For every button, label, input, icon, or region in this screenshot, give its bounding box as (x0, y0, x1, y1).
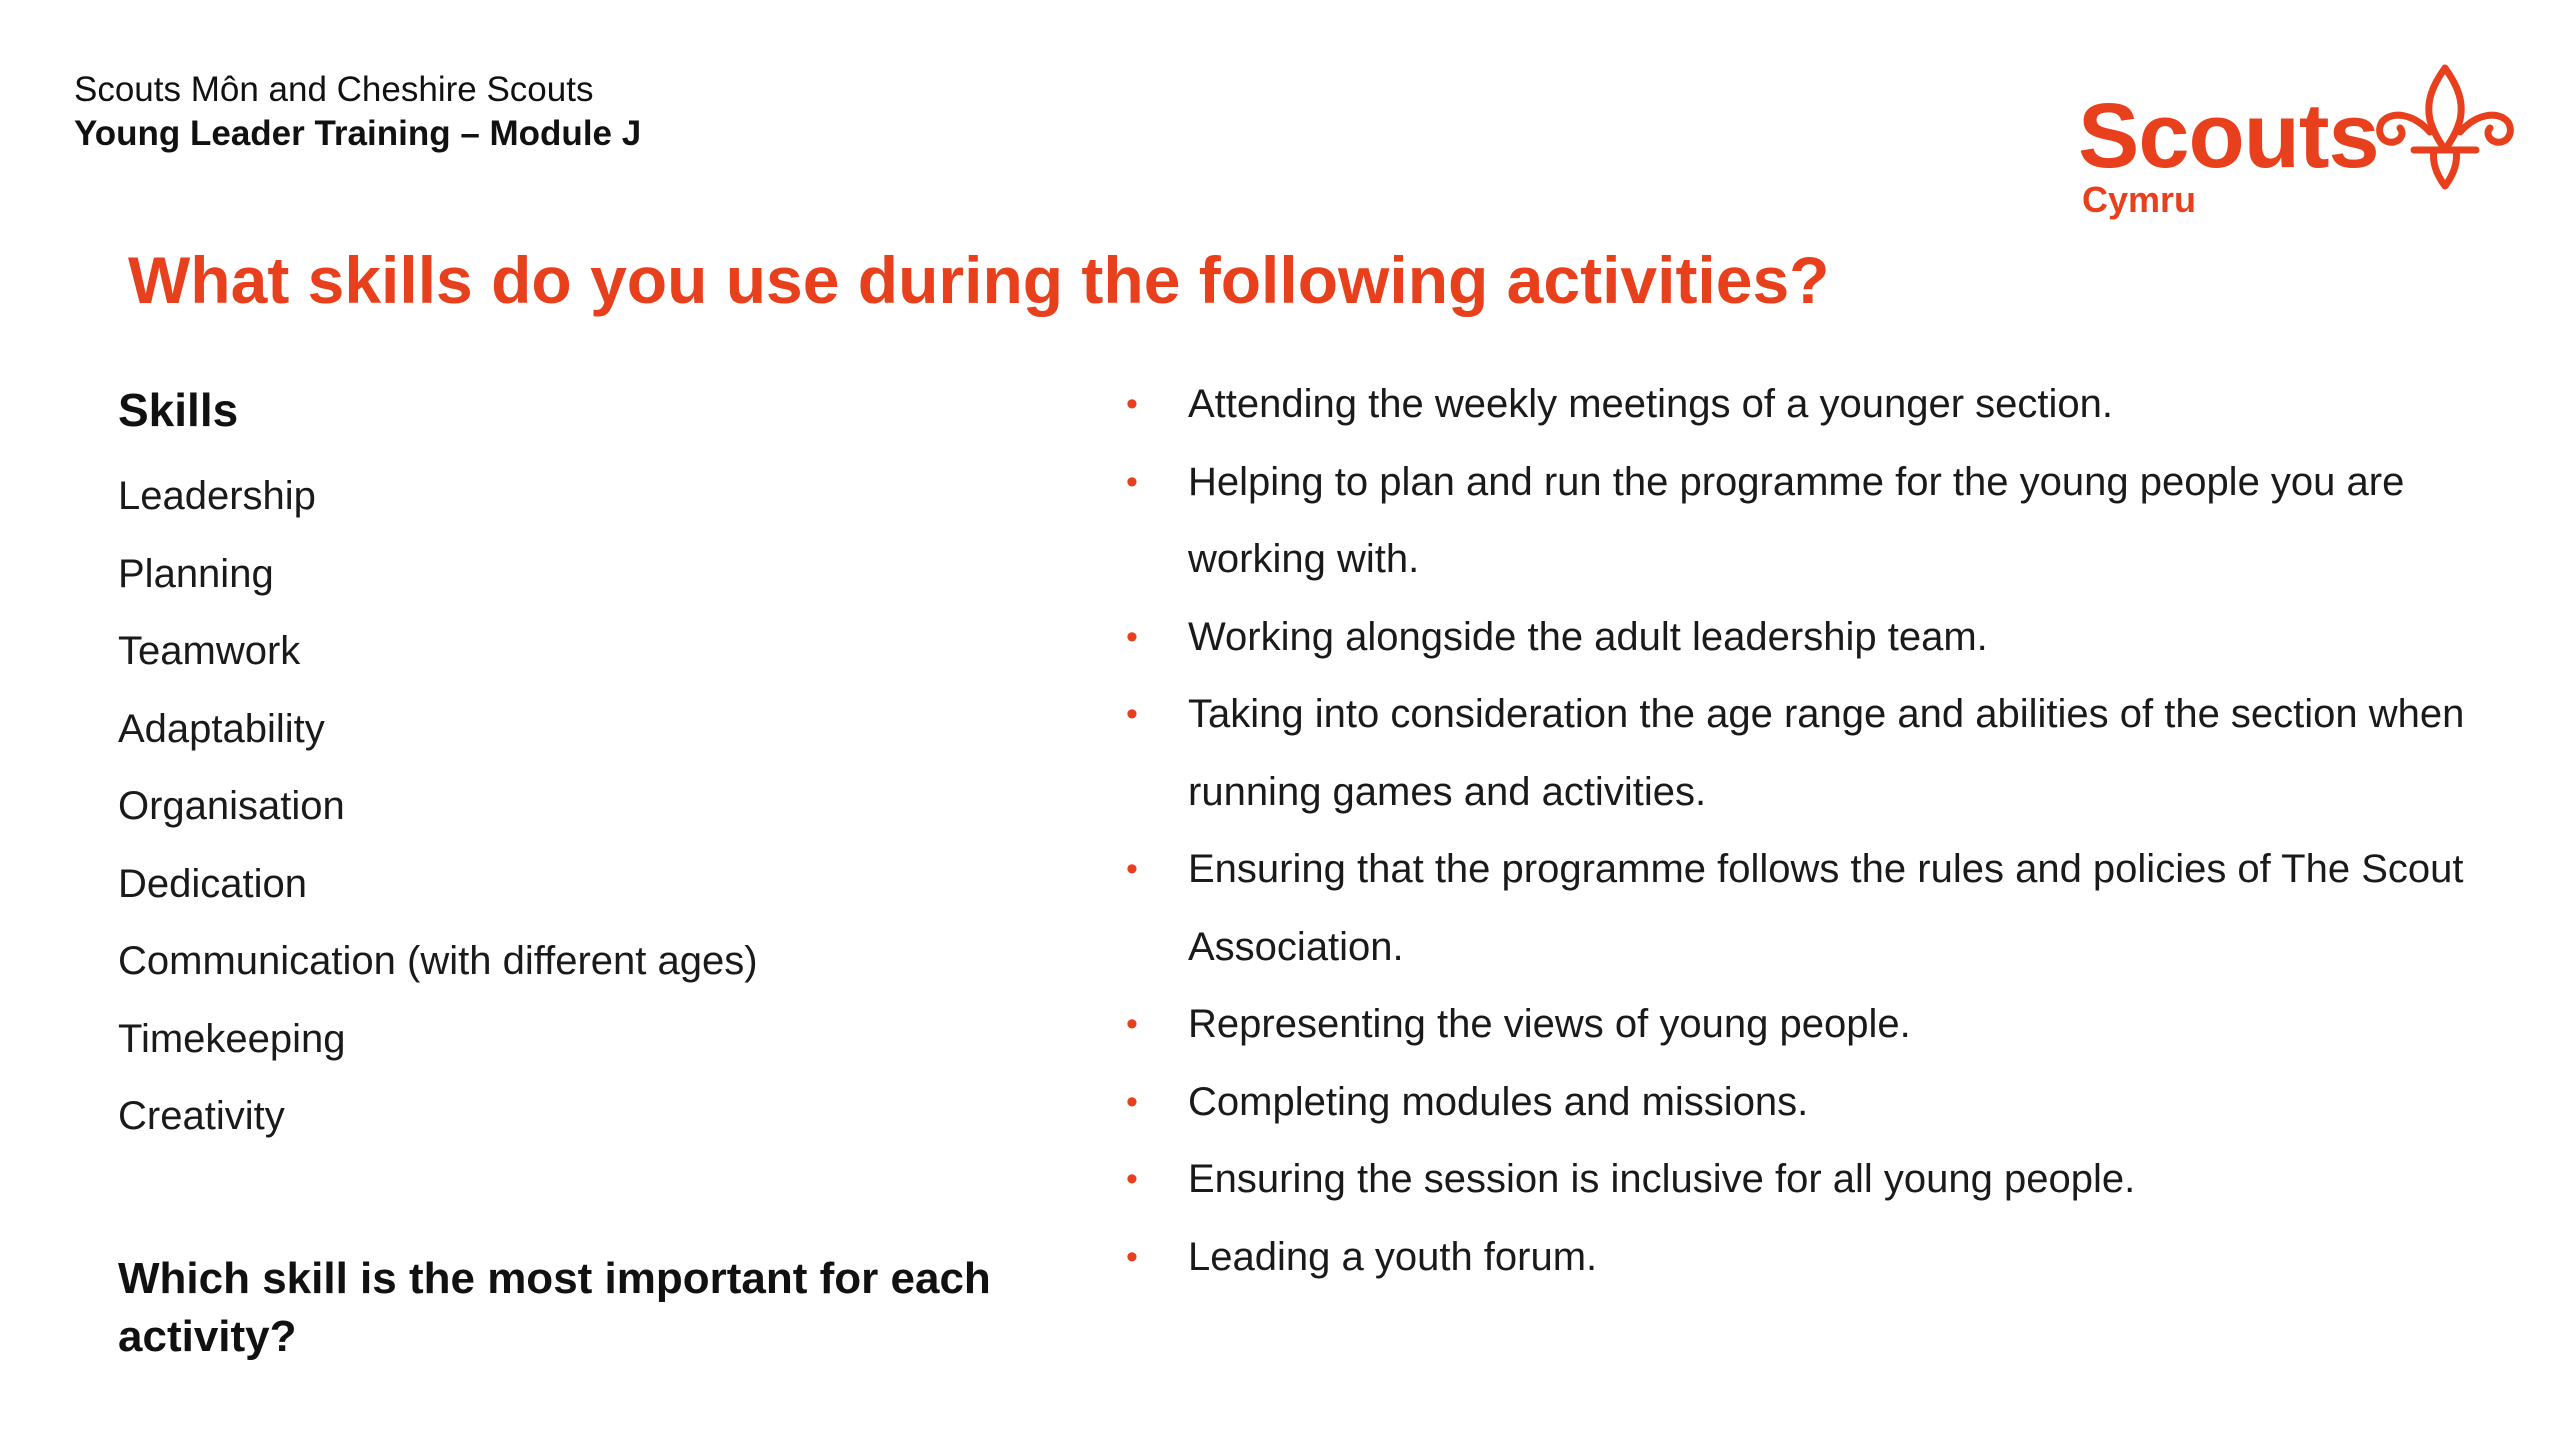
activity-item (1124, 1219, 2524, 1297)
slide-title: What skills do you use during the following activities? (128, 243, 1830, 317)
bullet-icon: • (1126, 1082, 1138, 1121)
activity-item (1124, 366, 2524, 444)
activities-list (1124, 366, 2524, 1296)
organisation-name: Scouts Môn and Cheshire Scouts (74, 70, 594, 109)
activity-text: Helping to plan and run the programme for the young people you are working with. (1188, 459, 2405, 581)
activity-item (1124, 444, 2524, 599)
activity-item (1124, 1141, 2524, 1219)
bullet-icon: • (1126, 850, 1138, 888)
activity-item (1124, 676, 2524, 831)
bullet-icon: • (1126, 1005, 1138, 1043)
skill-item: Communication (with different ages) (118, 939, 758, 983)
closing-question: Which skill is the most important for each activity? (118, 1254, 991, 1361)
bullet-icon: • (1126, 617, 1138, 656)
activity-text: Representing the views of young people. (1188, 1002, 1911, 1046)
activity-text: Ensuring the session is inclusive for all young people. (1188, 1157, 2136, 1201)
activity-text: Leading a youth forum. (1188, 1234, 1598, 1279)
module-title: Young Leader Training – Module J (74, 114, 642, 153)
skills-heading: Skills (118, 384, 239, 436)
bullet-icon: • (1126, 385, 1138, 423)
bullet-icon: • (1126, 462, 1138, 501)
skill-item: Planning (118, 551, 274, 596)
skill-item: Adaptability (118, 706, 325, 751)
skill-item: Creativity (118, 1094, 285, 1138)
skill-item: Teamwork (118, 629, 301, 673)
activity-item (1124, 831, 2524, 986)
fleur-de-lis-icon (2374, 62, 2516, 192)
activity-item (1124, 1064, 2524, 1142)
activity-item (1124, 986, 2524, 1064)
skill-item: Timekeeping (118, 1016, 346, 1061)
activities-column (1124, 366, 2524, 1296)
bullet-icon: • (1126, 1237, 1138, 1276)
activity-text: Attending the weekly meetings of a younger section. (1188, 382, 2113, 426)
skill-item: Leadership (118, 474, 316, 518)
activity-text: Completing modules and missions. (1188, 1079, 1809, 1124)
activity-item (1124, 599, 2524, 677)
bullet-icon: • (1126, 695, 1138, 733)
activity-text: Taking into consideration the age range and abilities of the section when running games and activities. (1188, 692, 2465, 814)
skills-list (118, 458, 1018, 1156)
skills-column (118, 380, 1018, 1156)
activity-text: Working alongside the adult leadership team. (1188, 614, 1988, 659)
skill-item: Organisation (118, 784, 345, 828)
logo-wordmark: Scouts (2078, 85, 2379, 187)
skill-item: Dedication (118, 861, 308, 906)
bullet-icon: • (1126, 1160, 1138, 1198)
logo-subtitle: Cymru (2082, 179, 2197, 220)
scouts-cymru-logo (2078, 56, 2518, 226)
activity-text: Ensuring that the programme follows the rules and policies of The Scout Association. (1188, 847, 2464, 969)
